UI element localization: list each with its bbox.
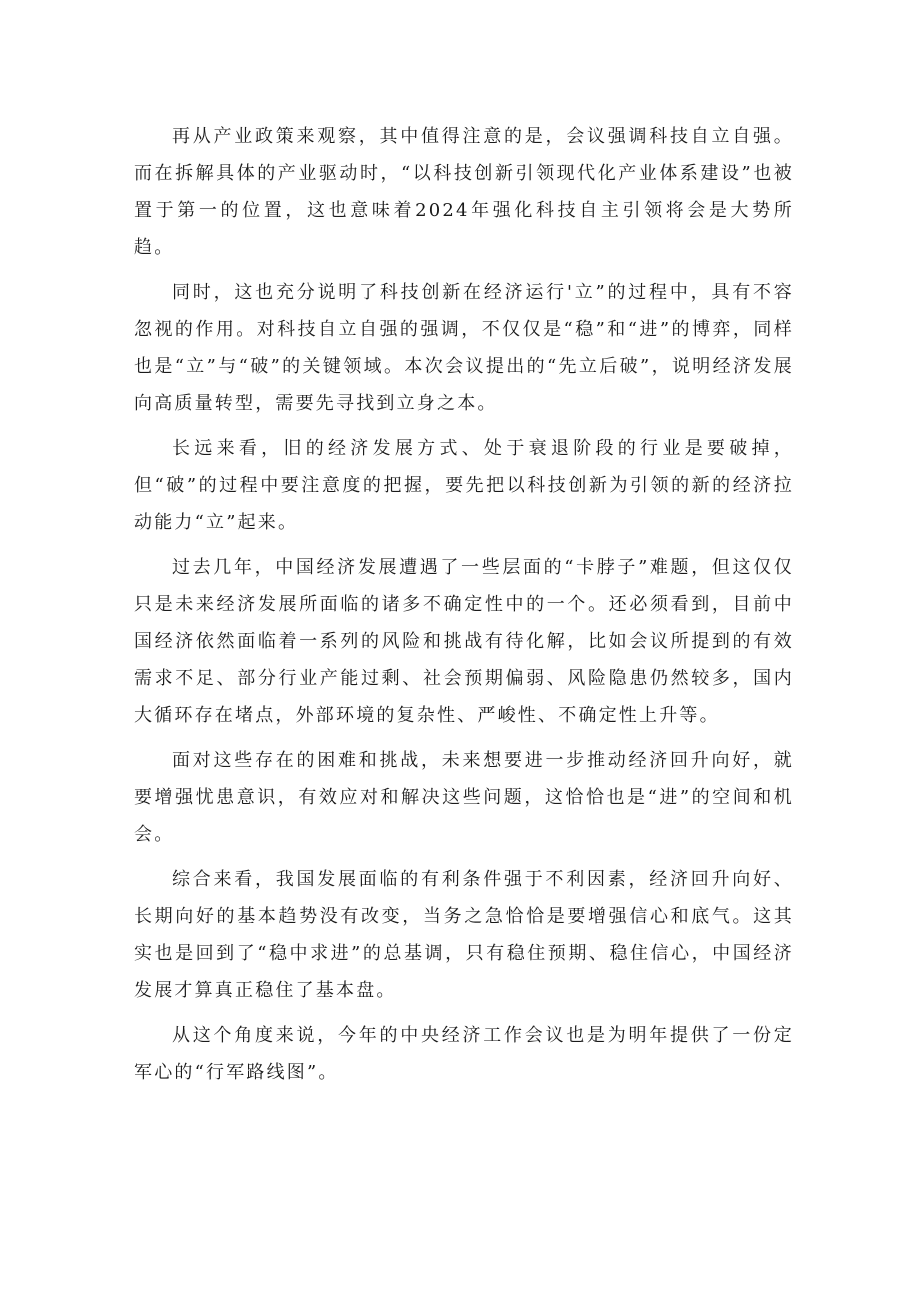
paragraph-5: 面对这些存在的困难和挑战，未来想要进一步推动经济回升向好，就要增强忧患意识，有效应对和解决这些问题，这恰恰也是“进”的空间和机会。 xyxy=(134,750,794,845)
article-body xyxy=(134,118,794,1099)
paragraph-3: 长远来看，旧的经济发展方式、处于衰退阶段的行业是要破掉，但“破”的过程中要注意度的把握，要先把以科技创新为引领的新的经济拉动能力“立”起来。 xyxy=(134,438,794,533)
paragraph-4: 过去几年，中国经济发展遭遇了一些层面的“卡脖子”难题，但这仅仅只是未来经济发展所面临的诸多不确定性中的一个。还必须看到，目前中国经济依然面临着一系列的风险和挑战有待化解，比如会议所提到的有效需求不足、部分行业产能过剩、社会预期偏弱、风险隐患仍然较多，国内大循环存在堵点，外部环境的复杂性、严峻性、不确定性上升等。 xyxy=(134,557,794,726)
paragraph-2: 同时，这也充分说明了科技创新在经济运行'立”的过程中，具有不容忽视的作用。对科技自立自强的强调，不仅仅是“稳”和“进”的博弈，同样也是“立”与“破”的关键领域。本次会议提出的“先立后破”，说明经济发展向高质量转型，需要先寻找到立身之本。 xyxy=(134,282,794,414)
paragraph-6: 综合来看，我国发展面临的有利条件强于不利因素，经济回升向好、长期向好的基本趋势没有改变，当务之急恰恰是要增强信心和底气。这其实也是回到了“稳中求进”的总基调，只有稳住预期、稳住信心，中国经济发展才算真正稳住了基本盘。 xyxy=(134,869,794,1001)
paragraph-7: 从这个角度来说，今年的中央经济工作会议也是为明年提供了一份定军心的“行军路线图”。 xyxy=(134,1025,794,1083)
paragraph-1: 再从产业政策来观察，其中值得注意的是，会议强调科技自立自强。而在拆解具体的产业驱动时，“以科技创新引领现代化产业体系建设”也被置于第一的位置，这也意味着2024年强化科技自主引领将会是大势所趋。 xyxy=(134,126,794,258)
